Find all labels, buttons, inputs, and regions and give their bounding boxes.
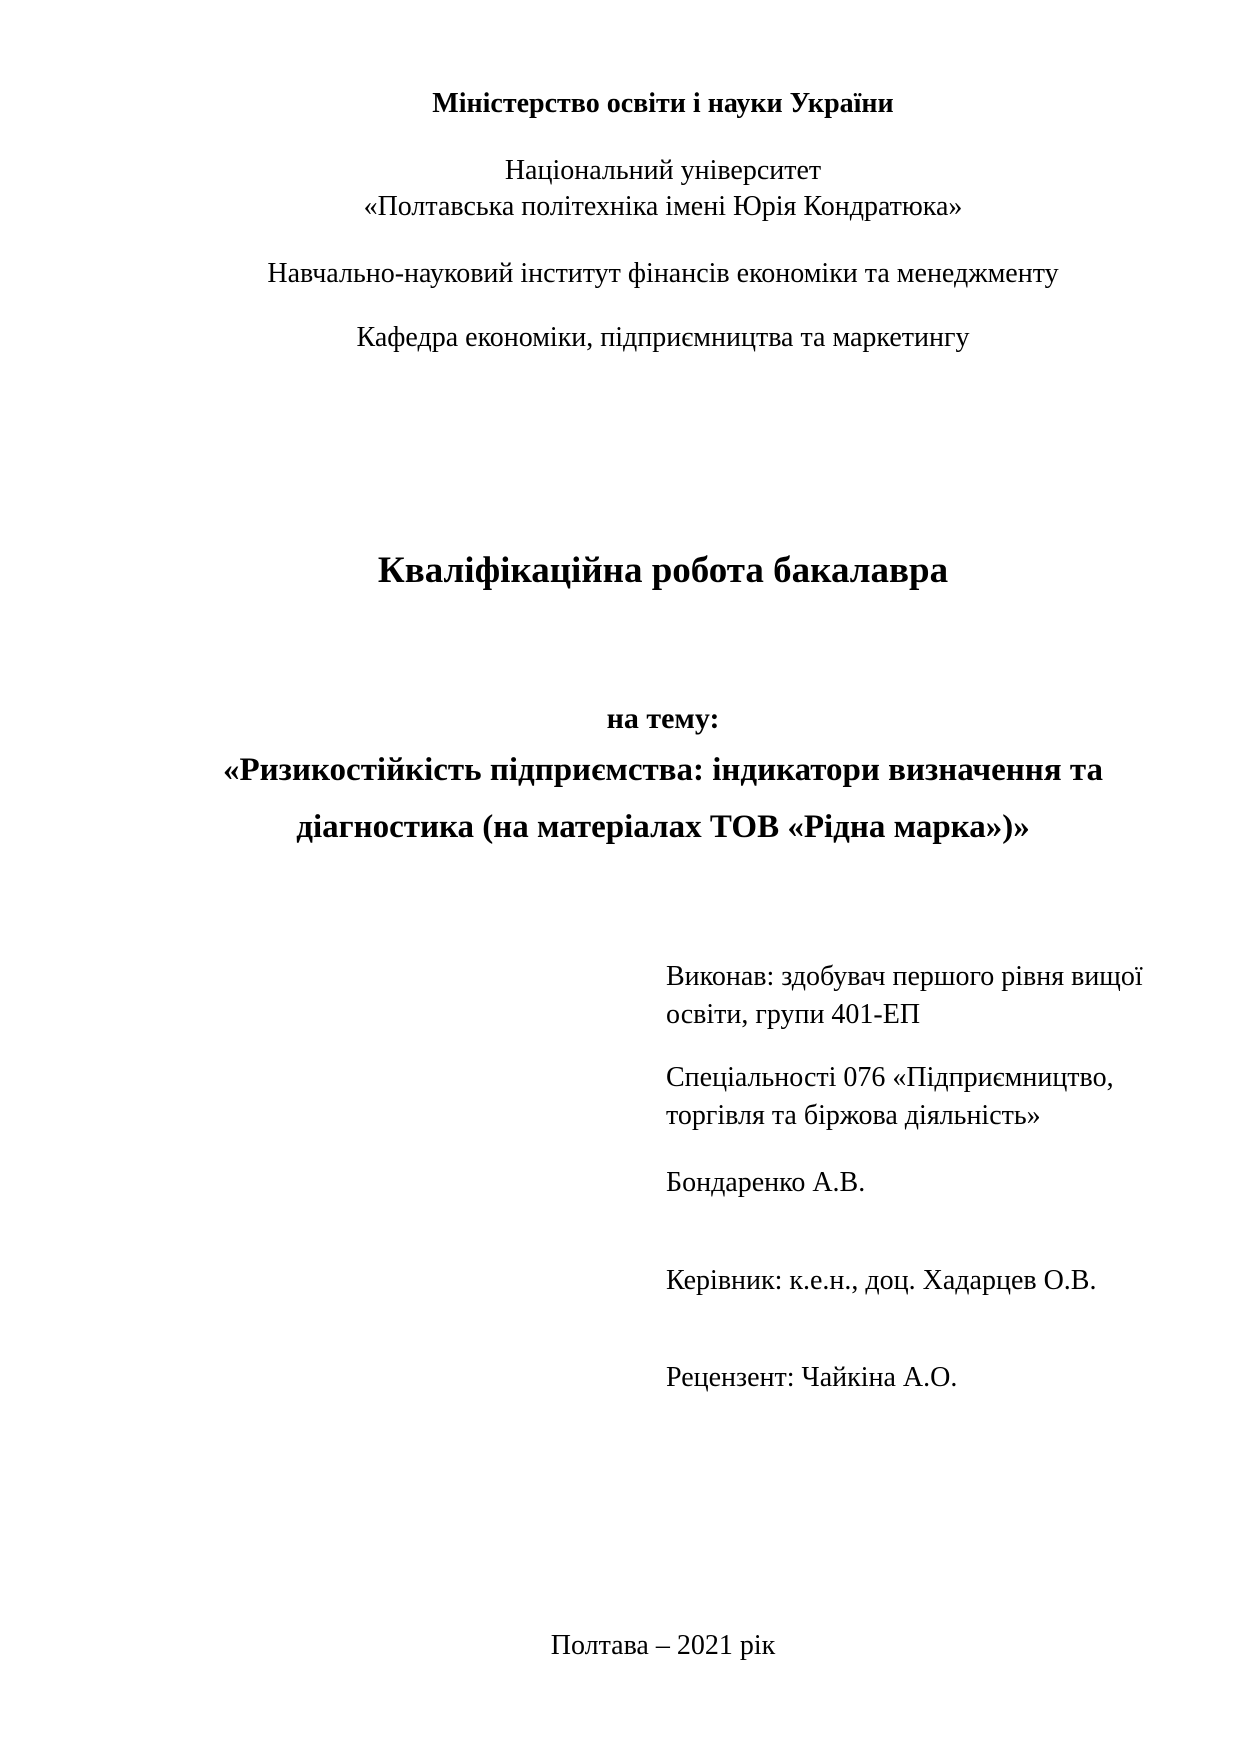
topic-title (148, 742, 1178, 856)
city-year-line: Полтава – 2021 рік (550, 1630, 776, 1661)
executor-line-1: Виконав: здобувач першого рівня вищої (666, 961, 1143, 992)
ministry-line: Міністерство освіти і науки України (432, 88, 894, 119)
specialty-line-1: Спеціальності 076 «Підприємництво, (666, 1062, 1114, 1093)
institute-line: Навчально-науковий інститут фінансів економіки та менеджменту (267, 258, 1059, 289)
specialty-line-2: торгівля та біржова діяльність» (666, 1100, 1041, 1131)
work-type-title: Кваліфікаційна робота бакалавра (377, 550, 949, 591)
topic-title-line-2: діагностика (на матеріалах ТОВ «Рідна марка»)» (296, 809, 1030, 845)
supervisor-line: Керівник: к.е.н., доц. Хадарцев О.В. (666, 1265, 1097, 1296)
reviewer-line: Рецензент: Чайкіна А.О. (666, 1362, 958, 1393)
topic-title-line-1: «Ризикостійкість підприємства: індикатори визначення та (223, 752, 1103, 788)
topic-label: на тему: (606, 702, 720, 735)
university-name-line-2: «Полтавська політехніка імені Юрія Кондратюка» (363, 191, 963, 222)
university-name (148, 153, 1178, 225)
executor-line-2: освіти, групи 401-ЕП (666, 999, 921, 1030)
credentials-block (666, 958, 1171, 1397)
executor-lines (666, 958, 1171, 1034)
university-name-line-1: Національний університет (504, 155, 822, 186)
department-line: Кафедра економіки, підприємництва та маркетингу (356, 322, 970, 353)
specialty-lines (666, 1059, 1171, 1135)
author-name: Бондаренко А.В. (666, 1167, 866, 1198)
